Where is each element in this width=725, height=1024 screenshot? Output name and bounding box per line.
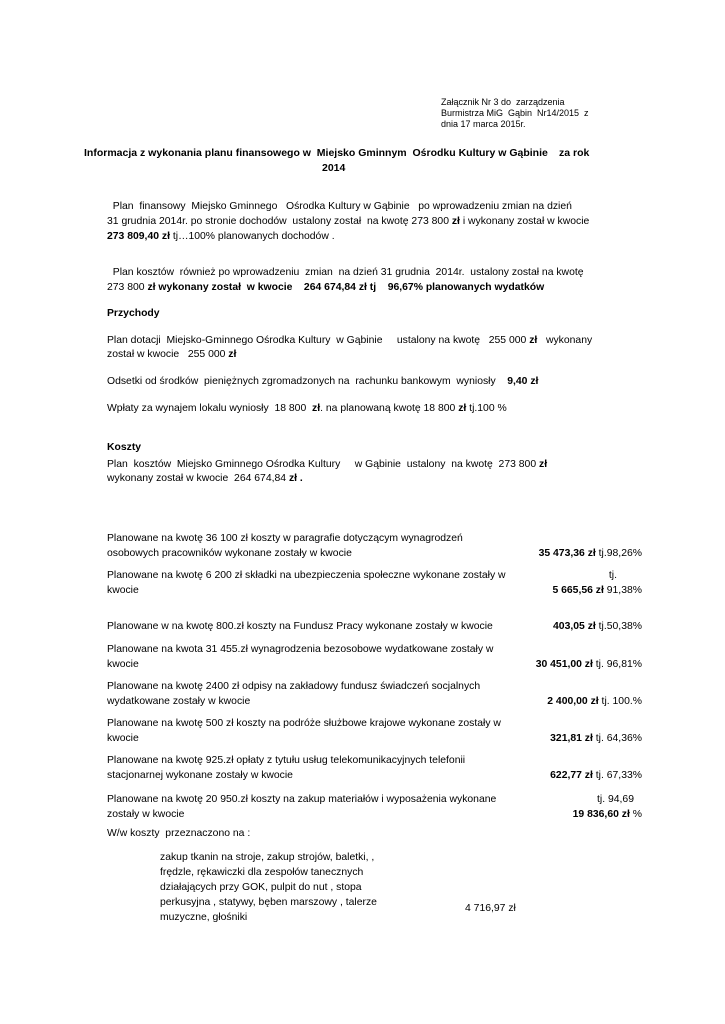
annex-line-1: Załącznik Nr 3 do zarządzenia — [441, 97, 565, 107]
cost-item-amount: 321,81 zł tj. 64,36% — [550, 733, 642, 744]
costs-plan-line2: wykonany został w kwocie 264 674,84 zł . — [107, 473, 303, 484]
cost-item-contract-wages — [107, 642, 642, 672]
costs-plan-line1: Plan kosztów Miejsko Gminnego Ośrodka Kultury w Gąbinie ustalony na kwotę 273 800 zł — [107, 459, 548, 470]
revenue-heading: Przychody — [107, 308, 160, 319]
cost-item-description: Planowane na kwotę 20 950.zł koszty na zakup materiałów i wyposażenia wykonane zostały w kwocie — [107, 794, 497, 820]
intro2-line2: 273 800 zł wykonany został w kwocie 264 674,84 zł tj 96,67% planowanych wydatków — [107, 282, 545, 293]
cost-item-description: Planowane na kwotę 925.zł opłaty z tytułu usług telekomunikacyjnych telefonii stacjonarnej wykonane zostały w kwocie — [107, 755, 466, 781]
cost-item-amount: 19 836,60 zł % — [572, 809, 642, 820]
cost-item-amount: 5 665,56 zł 91,38% — [552, 585, 642, 596]
cost-item-labour-fund — [107, 619, 642, 634]
intro1-line1: Plan finansowy Miejsko Gminnego Ośrodka Kultury w Gąbinie po wprowadzeniu zmian na dzień — [107, 201, 572, 212]
cost-item-amount: 35 473,36 zł tj.98,26% — [538, 548, 642, 559]
cost-item-amount: 30 451,00 zł tj. 96,81% — [535, 659, 642, 670]
cost-item-percent-prefix: tj. 94,69 — [597, 794, 634, 805]
cost-item-description: Planowane na kwotę 500 zł koszty na podróże służbowe krajowe wykonane zostały w kwocie — [107, 718, 501, 744]
revenue-interest: Odsetki od środków pieniężnych zgromadzonych na rachunku bankowym wyniosły 9,40 zł — [107, 376, 539, 387]
intro1-line3: 273 809,40 zł tj…100% planowanych dochodów . — [107, 231, 335, 242]
intro1-line2: 31 grudnia 2014r. po stronie dochodów ustalony został na kwotę 273 800 zł i wykonany został w kwocie — [107, 216, 590, 227]
cost-item-description: Planowane na kwotę 6 200 zł składki na ubezpieczenia społeczne wykonane zostały w kwocie — [107, 570, 506, 596]
revenue-rental: Wpłaty za wynajem lokalu wyniosły 18 800 zł. na planowaną kwotę 18 800 zł tj.100 % — [107, 403, 507, 414]
cost-item-amount: 2 400,00 zł tj. 100.% — [547, 696, 642, 707]
sub-item-amount: 4 716,97 zł — [465, 903, 516, 914]
spent-on-label: W/w koszty przeznaczono na : — [107, 828, 251, 839]
costs-heading: Koszty — [107, 442, 142, 453]
revenue-dotation-line2: został w kwocie 255 000 zł — [107, 349, 237, 360]
cost-item-materials — [107, 792, 642, 822]
cost-item-telecom — [107, 753, 642, 783]
cost-item-amount: 403,05 zł tj.50,38% — [553, 621, 642, 632]
cost-item-description: Planowane w na kwotę 800.zł koszty na Fundusz Pracy wykonane zostały w kwocie — [107, 621, 493, 632]
cost-item-description: Planowane na kwotę 36 100 zł koszty w paragrafie dotyczącym wynagrodzeń osobowych pracowników wykonane zostały w kwocie — [107, 533, 463, 559]
cost-item-business-travel — [107, 716, 642, 746]
cost-item-social-fund — [107, 679, 642, 709]
cost-item-social-insurance — [107, 568, 642, 598]
title-year-label: za rok — [559, 147, 590, 159]
title-year: 2014 — [322, 162, 346, 174]
cost-item-salaries — [107, 531, 642, 561]
intro2-line1: Plan kosztów również po wprowadzeniu zmian na dzień 31 grudnia 2014r. ustalony został na kwotę — [107, 267, 584, 278]
sub-item-description: zakup tkanin na stroje, zakup strojów, baletki, , frędzle, rękawiczki dla zespołów tanecznych działających przy GOK, pulpit do nut , stopa perkusyjna , statywy, bęben marszowy , talerze muzyczne, głośniki — [160, 852, 377, 923]
cost-item-percent-prefix: tj. — [608, 570, 617, 581]
document-title: Informacja z wykonania planu finansowego w Miejsko Gminnym Ośrodku Kultury w Gąbinie — [84, 147, 548, 159]
annex-line-3: dnia 17 marca 2015r. — [441, 119, 526, 129]
annex-line-2: Burmistrza MiG Gąbin Nr14/2015 z — [441, 108, 589, 118]
cost-item-amount: 622,77 zł tj. 67,33% — [550, 770, 642, 781]
cost-item-description: Planowane na kwotę 2400 zł odpisy na zakładowy fundusz świadczeń socjalnych wydatkowane zostały w kwocie — [107, 681, 481, 707]
cost-item-description: Planowane na kwota 31 455.zł wynagrodzenia bezosobowe wydatkowane zostały w kwocie — [107, 644, 494, 670]
revenue-dotation-line1: Plan dotacji Miejsko-Gminnego Ośrodka Kultury w Gąbinie ustalony na kwotę 255 000 zł wykonany — [107, 335, 593, 346]
